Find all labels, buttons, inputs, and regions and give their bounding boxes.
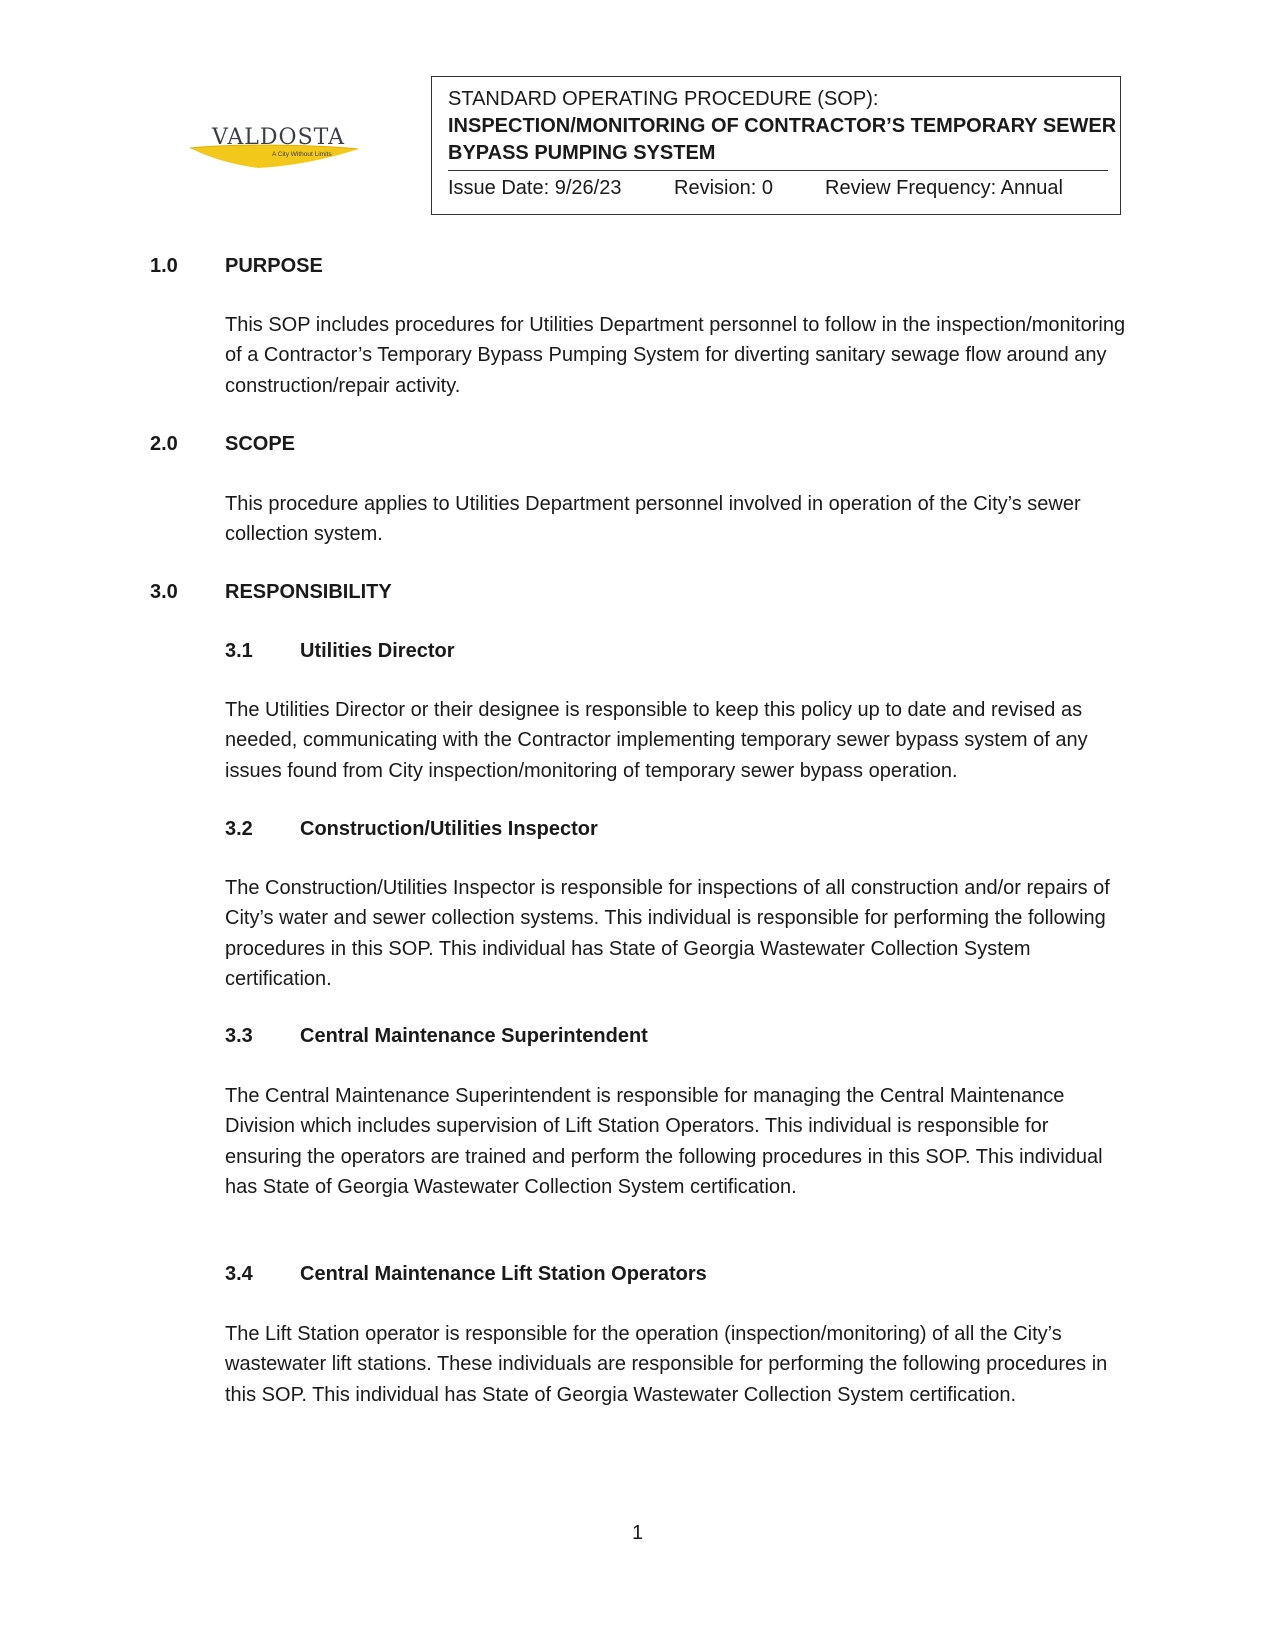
header-sop-label: STANDARD OPERATING PROCEDURE (SOP):: [448, 88, 879, 110]
valdosta-logo: [188, 122, 360, 170]
subsection-number-3-1: 3.1: [225, 640, 253, 662]
subsection-title-inspector: Construction/Utilities Inspector: [300, 818, 598, 840]
logo-wordmark: VALDOSTA: [212, 125, 345, 150]
review-frequency: Review Frequency: Annual: [825, 177, 1063, 199]
sop-header-box: [431, 76, 1121, 215]
section-title-scope: SCOPE: [225, 433, 296, 455]
paragraph-lift-station-operators: The Lift Station operator is responsible for the operation (inspection/monitoring) of all the City’s wastewater lift stations. These individuals are responsible for performing the following procedures in this SOP. This individual has State of Georgia Wastewater Collection System certification.: [225, 1323, 1108, 1406]
paragraph-inspector: The Construction/Utilities Inspector is responsible for inspections of all construction and/or repairs of City’s water and sewer collection systems. This individual is responsible for performing the following procedures in this SOP. This individual has State of Georgia Wastewater Collection System certification.: [225, 877, 1110, 990]
section-number-scope: 2.0: [150, 433, 178, 455]
header-title-line-1: INSPECTION/MONITORING OF CONTRACTOR’S TEMPORARY SEWER: [448, 115, 1117, 137]
paragraph-superintendent: The Central Maintenance Superintendent is responsible for managing the Central Maintenance Division which includes supervision of Lift Station Operators. This individual is responsible for ensuring the operators are trained and perform the following procedures in this SOP. This individual has State of Georgia Wastewater Collection System certification.: [225, 1085, 1103, 1198]
section-title-purpose: PURPOSE: [225, 255, 323, 277]
subsection-title-utilities-director: Utilities Director: [300, 640, 455, 662]
section-title-responsibility: RESPONSIBILITY: [225, 581, 392, 603]
paragraph-scope: This procedure applies to Utilities Department personnel involved in operation of the City’s sewer collection system.: [225, 493, 1081, 546]
subsection-title-lift-station-operators: Central Maintenance Lift Station Operators: [300, 1263, 707, 1285]
paragraph-purpose: This SOP includes procedures for Utilities Department personnel to follow in the inspection/monitoring of a Contractor’s Temporary Bypass Pumping System for diverting sanitary sewage flow around any construction/repair activity.: [225, 314, 1126, 397]
revision: Revision: 0: [674, 177, 773, 199]
subsection-number-3-3: 3.3: [225, 1025, 253, 1047]
section-number-purpose: 1.0: [150, 255, 178, 277]
paragraph-utilities-director: The Utilities Director or their designee is responsible to keep this policy up to date and revised as needed, communicating with the Contractor implementing temporary sewer bypass system of any issues found from City inspection/monitoring of temporary sewer bypass operation.: [225, 699, 1088, 782]
subsection-number-3-4: 3.4: [225, 1263, 253, 1285]
subsection-number-3-2: 3.2: [225, 818, 253, 840]
header-divider: [448, 170, 1108, 171]
header-title-line-2: BYPASS PUMPING SYSTEM: [448, 142, 716, 164]
issue-date: Issue Date: 9/26/23: [448, 177, 622, 199]
logo-tagline: A City Without Limits: [272, 151, 332, 158]
section-number-responsibility: 3.0: [150, 581, 178, 603]
page-number: 1: [631, 1522, 644, 1544]
subsection-title-superintendent: Central Maintenance Superintendent: [300, 1025, 648, 1047]
